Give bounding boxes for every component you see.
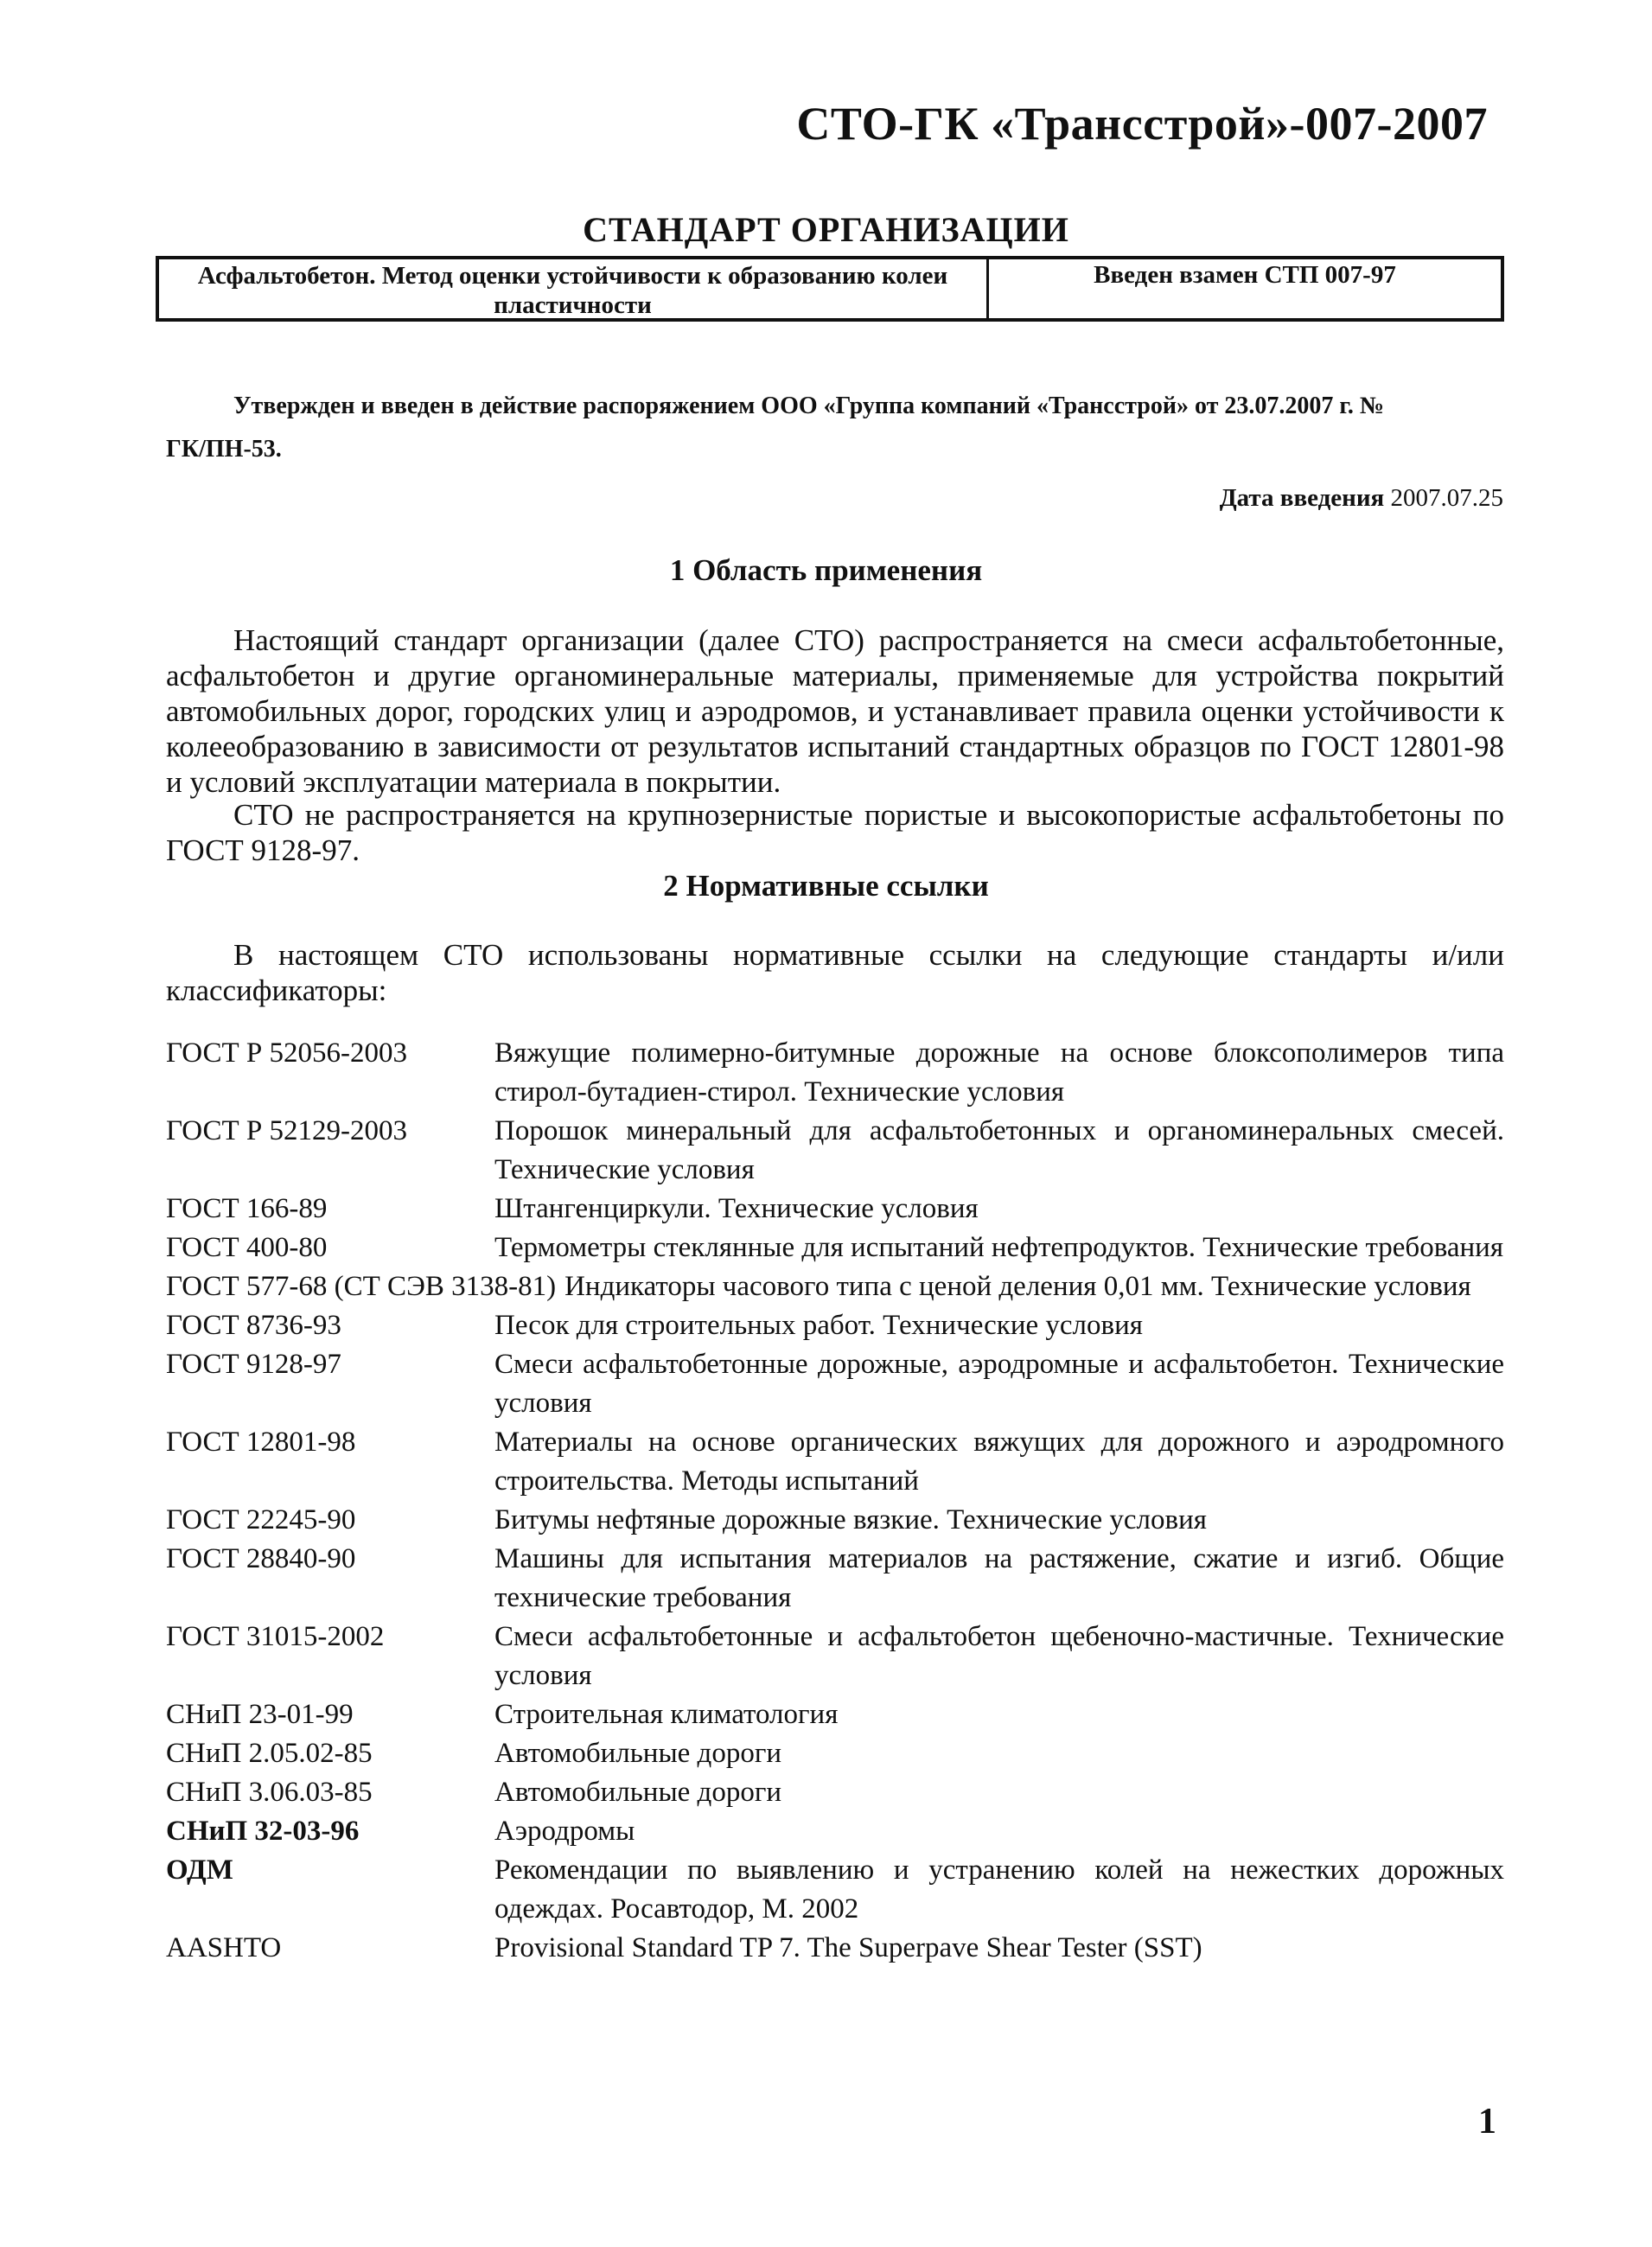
introduction-date-value: 2007.07.25 bbox=[1390, 484, 1503, 512]
reference-code: СНиП 23-01-99 bbox=[166, 1699, 354, 1730]
reference-row bbox=[166, 1851, 1504, 1929]
reference-description: Индикаторы часового типа с ценой деления 0,01 мм. Технические условия bbox=[564, 1271, 1471, 1302]
reference-row bbox=[166, 1501, 1504, 1540]
reference-row bbox=[166, 1773, 1504, 1812]
reference-description: Битумы нефтяные дорожные вязкие. Технические условия bbox=[494, 1504, 1207, 1535]
reference-row bbox=[166, 1345, 1504, 1423]
reference-row bbox=[166, 1112, 1504, 1190]
reference-code: СНиП 3.06.03-85 bbox=[166, 1777, 373, 1808]
reference-row bbox=[166, 1929, 1504, 1968]
reference-row bbox=[166, 1229, 1504, 1267]
standard-name-cell bbox=[159, 259, 989, 318]
reference-code: ГОСТ 31015-2002 bbox=[166, 1621, 385, 1652]
reference-code: ГОСТ 9128-97 bbox=[166, 1349, 341, 1380]
reference-row bbox=[166, 1423, 1504, 1501]
reference-description: Автомобильные дороги bbox=[494, 1777, 782, 1808]
reference-row bbox=[166, 1734, 1504, 1773]
reference-description: Смеси асфальтобетонные и асфальтобетон щебеночно-мастичные. Технические условия bbox=[494, 1621, 1504, 1691]
reference-row bbox=[166, 1618, 1504, 1695]
reference-row bbox=[166, 1812, 1504, 1851]
reference-code: ОДМ bbox=[166, 1854, 233, 1886]
reference-description: Автомобильные дороги bbox=[494, 1738, 782, 1769]
introduction-date bbox=[1220, 484, 1503, 513]
replaces-cell: Введен взамен СТП 007-97 bbox=[1094, 261, 1396, 289]
reference-code: ГОСТ 22245-90 bbox=[166, 1504, 356, 1535]
reference-description: Provisional Standard TP 7. The Superpave Shear Tester (SST) bbox=[494, 1932, 1202, 1963]
section-2-heading: 2 Нормативные ссылки bbox=[663, 869, 989, 903]
reference-description: Термометры стеклянные для испытаний нефтепродуктов. Технические требования bbox=[494, 1232, 1504, 1263]
reference-code: ГОСТ 8736-93 bbox=[166, 1310, 341, 1341]
reference-code: AASHTO bbox=[166, 1932, 282, 1963]
section-1-paragraph-2: СТО не распространяется на крупнозернистые пористые и высокопористые асфальтобетоны по ГОСТ 9128-97. bbox=[166, 798, 1504, 867]
reference-code: ГОСТ Р 52129-2003 bbox=[166, 1115, 408, 1146]
normative-references-list bbox=[166, 1034, 1504, 1968]
document-type-title: СТАНДАРТ ОРГАНИЗАЦИИ bbox=[583, 210, 1069, 249]
page-number: 1 bbox=[1478, 2102, 1496, 2142]
reference-row bbox=[166, 1190, 1504, 1229]
standard-name-line2: пластичности bbox=[494, 291, 652, 319]
reference-code: ГОСТ Р 52056-2003 bbox=[166, 1037, 408, 1069]
reference-code: ГОСТ 577-68 (СТ СЭВ 3138-81) bbox=[166, 1271, 557, 1302]
standard-code: СТО-ГК «Трансстрой»-007-2007 bbox=[796, 98, 1488, 150]
reference-code: ГОСТ 12801-98 bbox=[166, 1427, 356, 1458]
reference-row bbox=[166, 1306, 1504, 1345]
reference-description: Штангенциркули. Технические условия bbox=[494, 1193, 979, 1224]
reference-description: Аэродромы bbox=[494, 1816, 635, 1847]
section-2-intro: В настоящем СТО использованы нормативные ссылки на следующие стандарты и/или классификаторы: bbox=[166, 938, 1504, 1007]
reference-description: Вяжущие полимерно-битумные дорожные на основе блоксополимеров типа стирол-бутадиен-стирол. Технические условия bbox=[494, 1037, 1504, 1108]
reference-row bbox=[166, 1267, 1504, 1306]
standard-title-box bbox=[156, 256, 1504, 322]
reference-description: Песок для строительных работ. Технические условия bbox=[494, 1310, 1143, 1341]
reference-description: Смеси асфальтобетонные дорожные, аэродромные и асфальтобетон. Технические условия bbox=[494, 1349, 1504, 1419]
introduction-date-label: Дата введения bbox=[1219, 484, 1385, 512]
reference-description: Порошок минеральный для асфальтобетонных и органоминеральных смесей. Технические условия bbox=[494, 1115, 1504, 1185]
reference-description: Машины для испытания материалов на растяжение, сжатие и изгиб. Общие технические требования bbox=[494, 1543, 1504, 1613]
reference-code: ГОСТ 166-89 bbox=[166, 1193, 328, 1224]
approval-order-number: ГК/ПН-53. bbox=[166, 436, 282, 463]
reference-row bbox=[166, 1540, 1504, 1618]
reference-code: ГОСТ 400-80 bbox=[166, 1232, 328, 1263]
reference-code: ГОСТ 28840-90 bbox=[166, 1543, 356, 1574]
standard-name-line1: Асфальтобетон. Метод оценки устойчивости к образованию колеи bbox=[197, 262, 948, 290]
reference-description: Строительная климатология bbox=[494, 1699, 839, 1730]
reference-row bbox=[166, 1034, 1504, 1112]
section-1-heading: 1 Область применения bbox=[669, 553, 983, 587]
reference-description: Рекомендации по выявлению и устранению колей на нежестких дорожных одеждах. Росавтодор, М. 2002 bbox=[494, 1854, 1504, 1925]
reference-row bbox=[166, 1695, 1504, 1734]
approval-statement: Утвержден и введен в действие распоряжением ООО «Группа компаний «Трансстрой» от 23.07.2007 г. № bbox=[233, 393, 1385, 419]
reference-code: СНиП 2.05.02-85 bbox=[166, 1738, 373, 1769]
reference-description: Материалы на основе органических вяжущих для дорожного и аэродромного строительства. Методы испытаний bbox=[494, 1427, 1504, 1497]
reference-code: СНиП 32-03-96 bbox=[166, 1816, 360, 1847]
section-1-paragraph-1: Настоящий стандарт организации (далее СТО) распространяется на смеси асфальтобетонные, асфальтобетон и другие органоминеральные материалы, применяемые для устройства покрытий автомобильных дорог, городских улиц и аэродромов, и устанавливает правила оценки устойчивости к колееобразованию в зависимости от результатов испытаний стандартных образцов по ГОСТ 12801-98 и условий эксплуатации материала в покрытии. bbox=[166, 623, 1504, 799]
